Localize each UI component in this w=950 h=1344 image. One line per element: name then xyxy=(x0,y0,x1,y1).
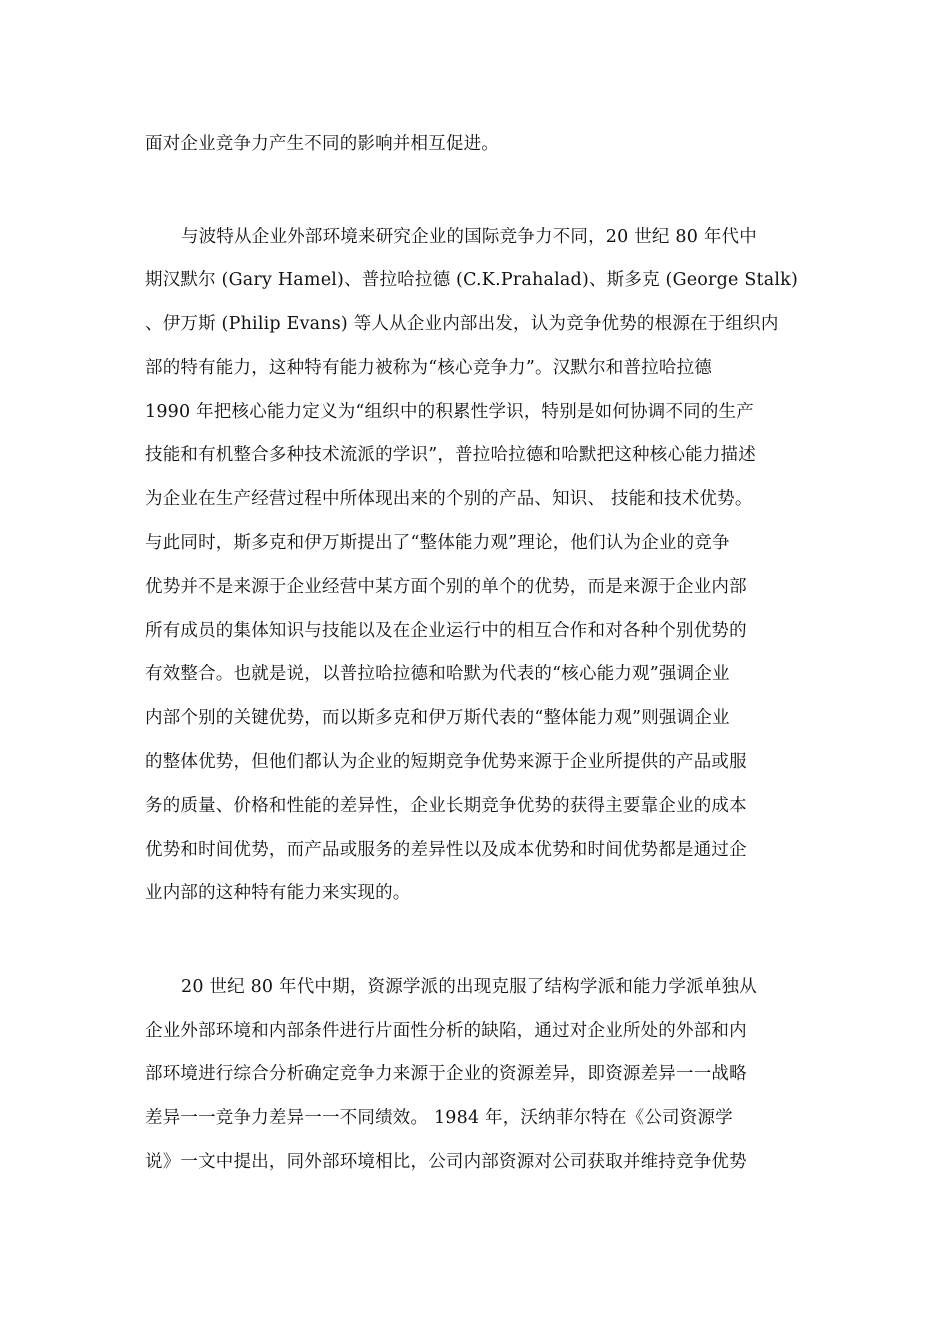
text-line: 与此同时，斯多克和伊万斯提出了“整体能力观”理论，他们认为企业的竞争 xyxy=(145,533,730,553)
text-line: 1990 年把核心能力定义为“组织中的积累性学识，特别是如何协调不同的生产 xyxy=(145,402,754,422)
text-line: 优势和时间优势，而产品或服务的差异性以及成本优势和时间优势都是通过企 xyxy=(145,840,747,860)
text-line: 与波特从企业外部环境来研究企业的国际竞争力不同，20 世纪 80 年代中 xyxy=(181,227,757,247)
text-line: 优势并不是来源于企业经营中某方面个别的单个的优势，而是来源于企业内部 xyxy=(145,577,747,597)
text-line: 期汉默尔 (Gary Hamel)、普拉哈拉德 (C.K.Prahalad)、斯多克 (George Stalk) xyxy=(145,270,799,290)
text-line: 20 世纪 80 年代中期，资源学派的出现克服了结构学派和能力学派单独从 xyxy=(181,977,757,997)
text-line: 技能和有机整合多种技术流派的学识”，普拉哈拉德和哈默把这种核心能力描述 xyxy=(145,445,756,465)
text-line: 为企业在生产经营过程中所体现出来的个别的产品、知识、 技能和技术优势。 xyxy=(145,489,753,509)
text-line: 面对企业竞争力产生不同的影响并相互促进。 xyxy=(145,134,499,154)
text-line: 说》一文中提出，同外部环境相比，公司内部资源对公司获取并维持竞争优势 xyxy=(145,1152,747,1172)
text-line: 业内部的这种特有能力来实现的。 xyxy=(145,883,411,903)
text-line: 差异一一竞争力差异一一不同绩效。 1984 年，沃纳菲尔特在《公司资源学 xyxy=(145,1108,733,1128)
text-line: 务的质量、价格和性能的差异性，企业长期竞争优势的获得主要靠企业的成本 xyxy=(145,796,747,816)
text-line: 内部个别的关键优势，而以斯多克和伊万斯代表的“整体能力观”则强调企业 xyxy=(145,708,730,728)
text-line: 部的特有能力，这种特有能力被称为“核心竞争力”。汉默尔和普拉哈拉德 xyxy=(145,358,712,378)
text-line: 、伊万斯 (Philip Evans) 等人从企业内部出发，认为竞争优势的根源在于组织内 xyxy=(145,314,779,334)
text-line: 有效整合。也就是说，以普拉哈拉德和哈默为代表的“核心能力观”强调企业 xyxy=(145,664,730,684)
text-line: 企业外部环境和内部条件进行片面性分析的缺陷，通过对企业所处的外部和内 xyxy=(145,1021,747,1041)
text-line: 部环境进行综合分析确定竞争力来源于企业的资源差异，即资源差异一一战略 xyxy=(145,1064,747,1084)
text-line: 所有成员的集体知识与技能以及在企业运行中的相互合作和对各种个别优势的 xyxy=(145,621,747,641)
text-line: 的整体优势，但他们都认为企业的短期竞争优势来源于企业所提供的产品或服 xyxy=(145,752,747,772)
